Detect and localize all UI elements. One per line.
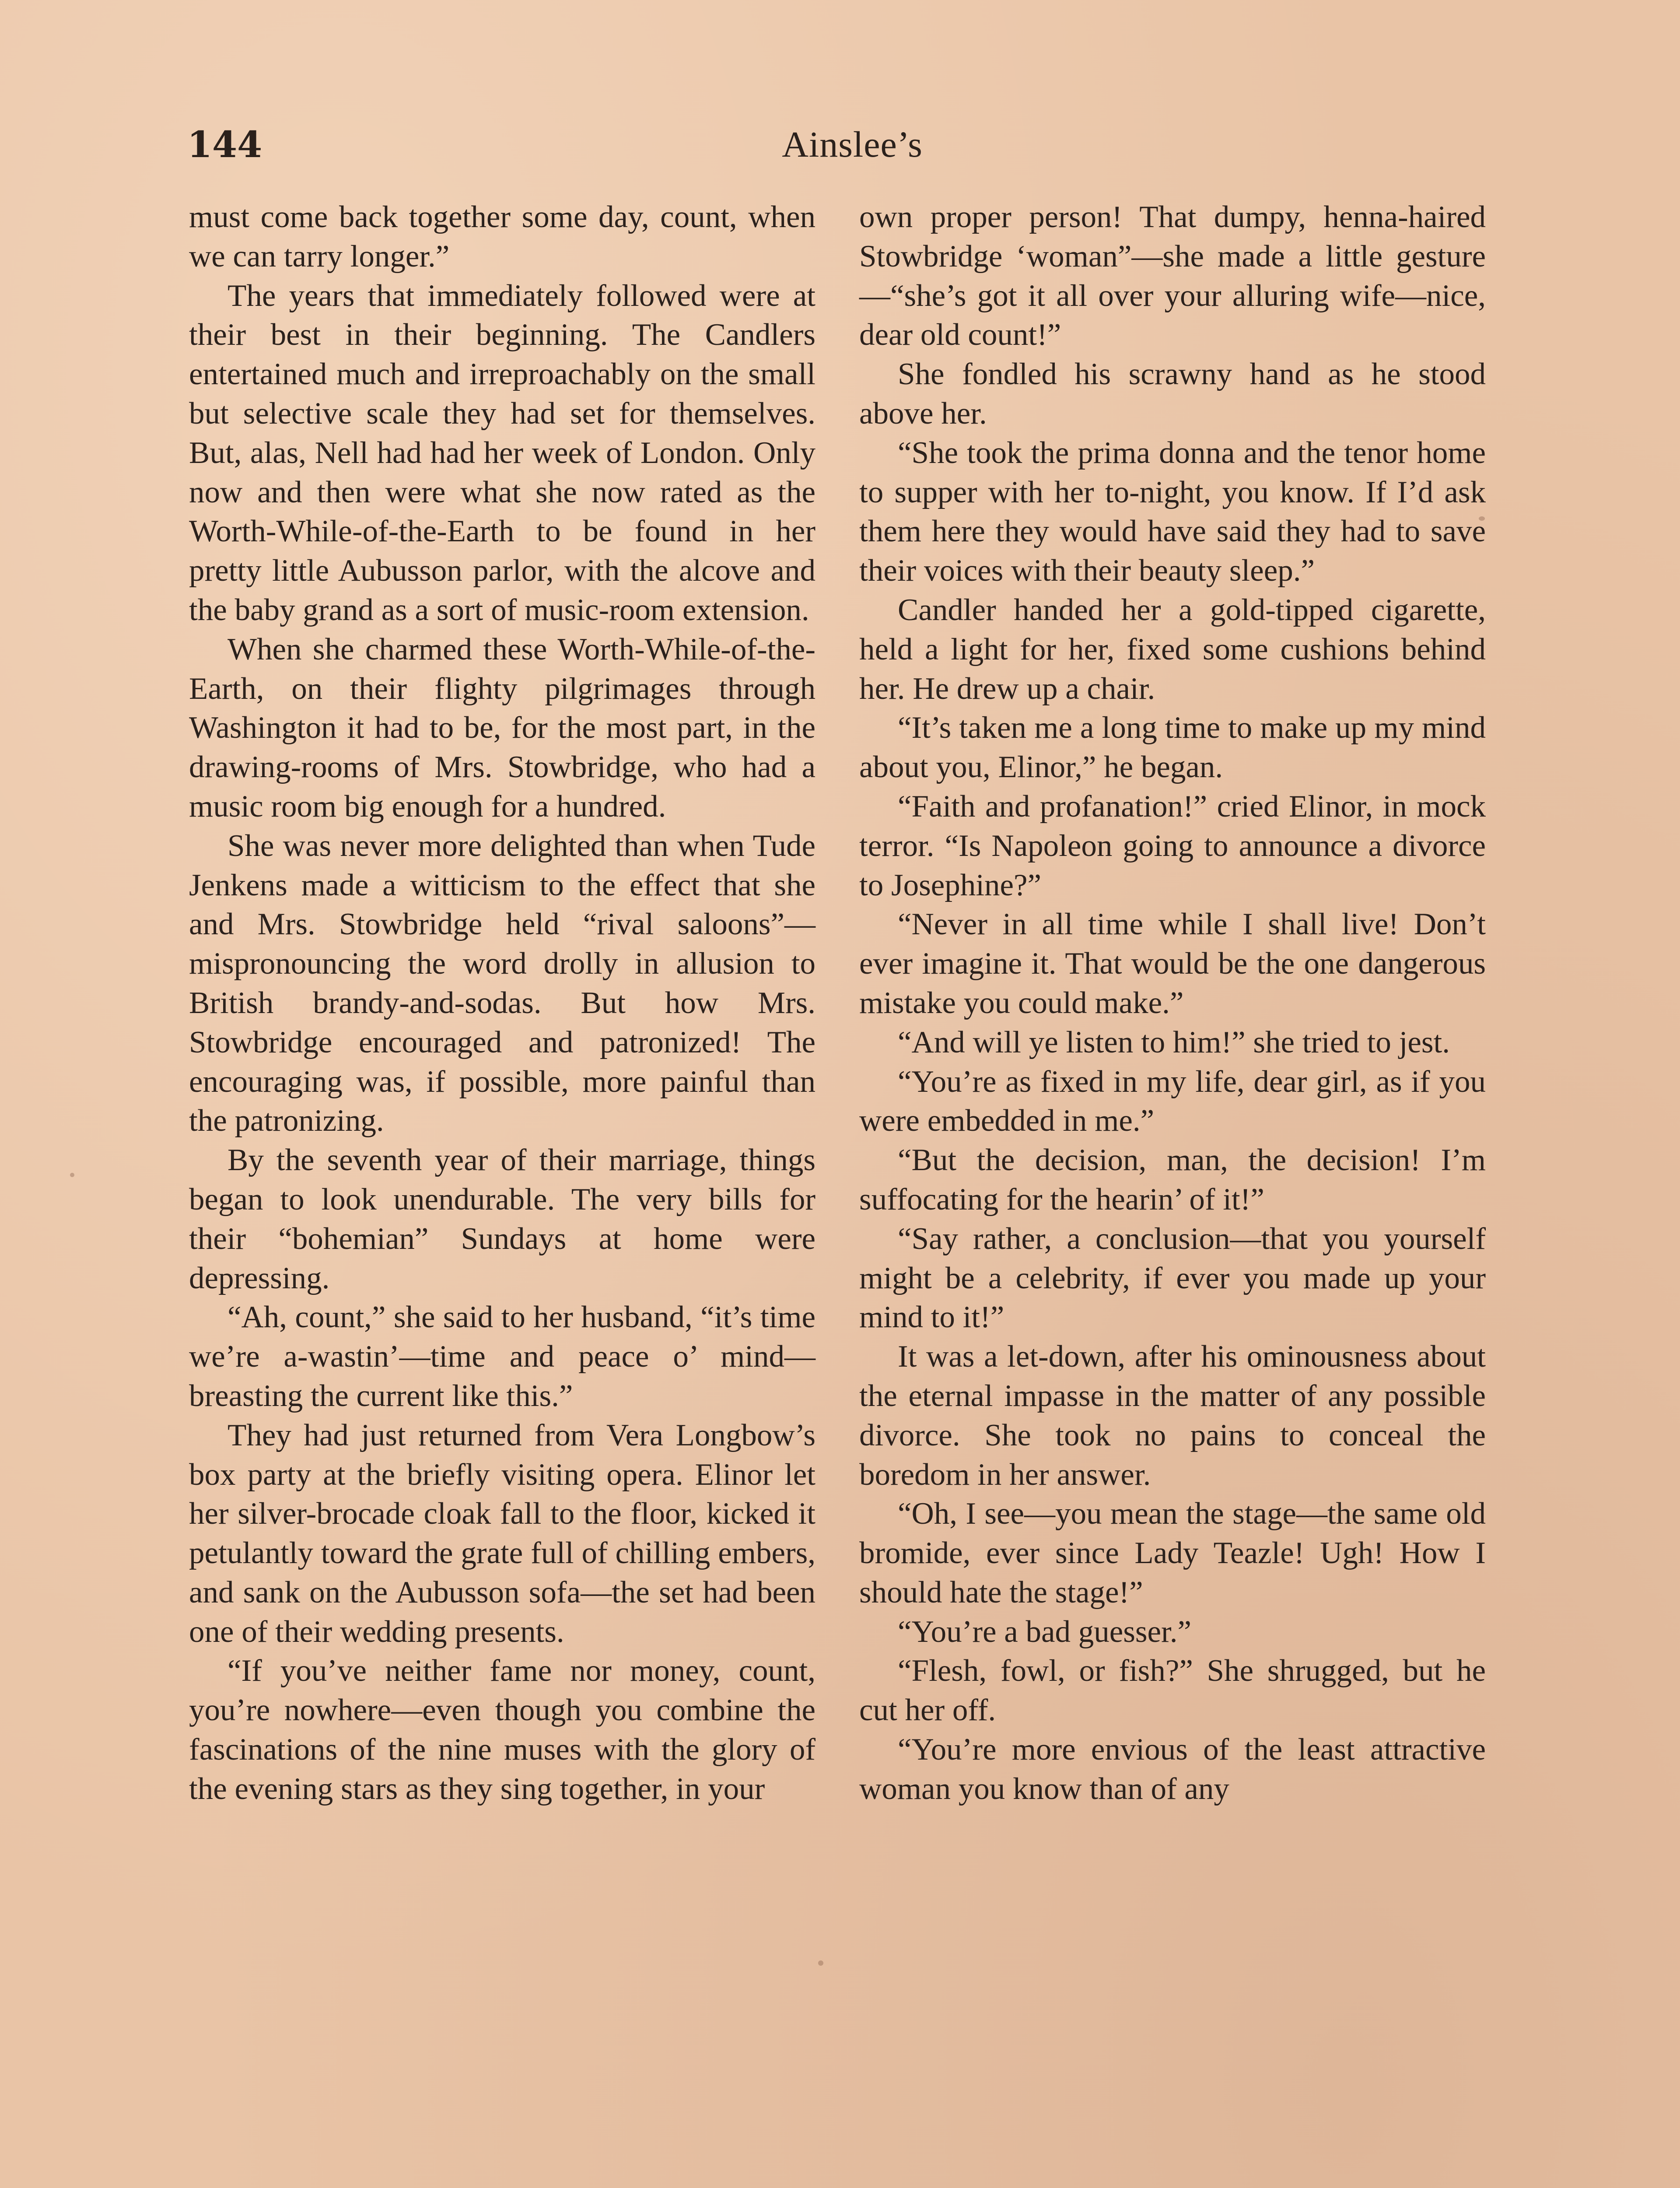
- paragraph: She was never more delighted than when Tude Jenkens made a witticism to the effect that she and Mrs. Stowbridge held “rival saloons”—mispronouncing the word drolly in allusion to British brandy-and-sodas. But how Mrs. Stowbridge encouraged and patronized! The encouraging was, if possible, more painful than the patronizing.: [189, 828, 816, 1138]
- paragraph: “Never in all time while I shall live! Don’t ever imagine it. That would be the one dangerous mistake you could make.”: [859, 907, 1486, 1020]
- paragraph: “Say rather, a conclusion—that you yourself might be a celebrity, if ever you made up your mind to it!”: [859, 1221, 1486, 1335]
- paragraph: “If you’ve neither fame nor money, count, you’re nowhere—even though you combine the fascinations of the nine muses with the glory of the evening stars as they sing together, in your: [189, 1654, 816, 1806]
- magazine-title: Ainslee’s: [782, 124, 923, 165]
- paper-speck: [1479, 516, 1485, 521]
- paragraph: “It’s taken me a long time to make up my mind about you, Elinor,” he began.: [859, 711, 1486, 785]
- paragraph: own proper person! That dumpy, henna-haired Stowbridge ‘woman”—she made a little gesture—“she’s got it all over your alluring wife—nice, dear old count!”: [859, 200, 1486, 352]
- paragraph: They had just returned from Vera Longbow’s box party at the briefly visiting opera. Elinor let her silver-brocade cloak fall to the floor, kicked it petulantly toward the grate full of chilling embers, and sank on the Aubusson sofa—the set had been one of their wedding presents.: [189, 1418, 816, 1649]
- paragraph: “But the decision, man, the decision! I’m suffocating for the hearin’ of it!”: [859, 1143, 1486, 1217]
- paragraph: “Oh, I see—you mean the stage—the same old bromide, ever since Lady Teazle! Ugh! How I should hate the stage!”: [859, 1497, 1486, 1609]
- paragraph: It was a let-down, after his ominousness about the eternal impasse in the matter of any possible divorce. She took no pains to conceal the boredom in her answer.: [859, 1339, 1486, 1492]
- paragraph: Candler handed her a gold-tipped cigarette, held a light for her, fixed some cushions behind her. He drew up a chair.: [859, 593, 1486, 706]
- paragraph: must come back together some day, count, when we can tarry longer.”: [189, 200, 816, 274]
- paragraph: The years that immediately followed were at their best in their beginning. The Candlers entertained much and irreproachably on the small but selective scale they had set for themselves. But, alas, Nell had had her week of London. Only now and then were what she now rated as the Worth-While-of-the-Earth to be found in her pretty little Aubusson parlor, with the alcove and the baby grand as a sort of music-room extension.: [189, 278, 816, 627]
- paragraph: “Flesh, fowl, or fish?” She shrugged, but he cut her off.: [859, 1654, 1486, 1728]
- paragraph: “You’re more envious of the least attractive woman you know than of any: [859, 1732, 1486, 1806]
- paper-speck: [70, 1173, 74, 1177]
- left-column: [189, 198, 816, 1809]
- paragraph: She fondled his scrawny hand as he stood above her.: [859, 357, 1486, 431]
- paper-speck: [818, 1960, 823, 1966]
- paragraph: “And will ye listen to him!” she tried to jest.: [898, 1025, 1450, 1059]
- paragraph: “She took the prima donna and the tenor home to supper with her to-night, you know. If I’d ask them here they would have said they had to save their voices with their beauty sleep.”: [859, 435, 1486, 588]
- paragraph: “You’re a bad guesser.”: [898, 1614, 1192, 1649]
- paragraph: “Faith and profanation!” cried Elinor, in mock terror. “Is Napoleon going to announce a divorce to Josephine?”: [859, 789, 1486, 902]
- running-head: [187, 121, 1500, 169]
- paragraph: “You’re as fixed in my life, dear girl, as if you were embedded in me.”: [859, 1064, 1486, 1138]
- paragraph: “Ah, count,” she said to her husband, “it’s time we’re a-wastin’—time and peace o’ mind—breasting the current like this.”: [189, 1300, 816, 1413]
- paragraph: When she charmed these Worth-While-of-the-Earth, on their flighty pilgrimages through Washington it had to be, for the most part, in the drawing-rooms of Mrs. Stowbridge, who had a music room big enough for a hundred.: [189, 632, 816, 824]
- right-column: [859, 198, 1486, 1809]
- paragraph: By the seventh year of their marriage, things began to look unendurable. The very bills for their “bohemian” Sundays at home were depressing.: [189, 1143, 816, 1295]
- page-number: 144: [187, 124, 262, 166]
